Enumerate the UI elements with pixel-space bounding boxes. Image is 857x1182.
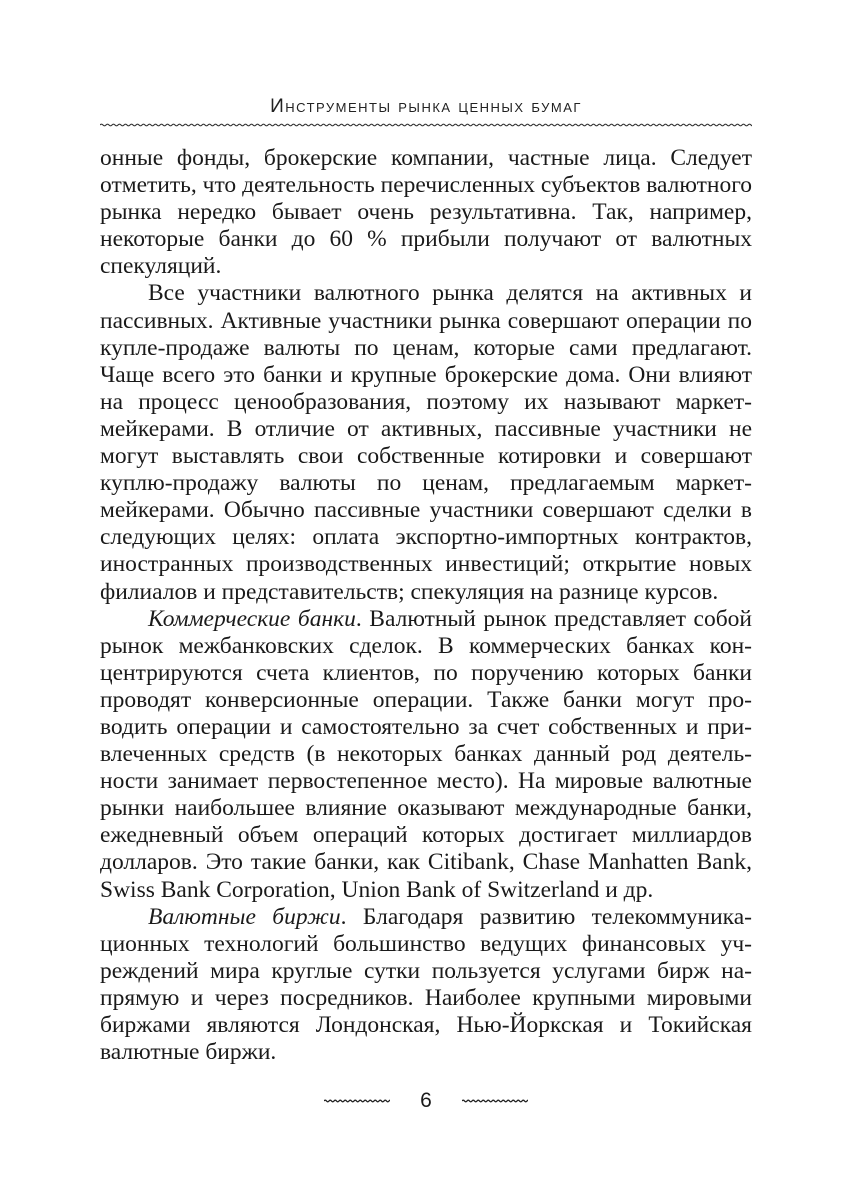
body-text: [100, 145, 752, 1066]
paragraph-1: [100, 145, 752, 280]
page-footer: [100, 1088, 752, 1114]
footer-ornament-left: [324, 1097, 390, 1105]
header-wavy-rule: [100, 121, 752, 129]
paragraph-3-text: . Валютный рынок представляет собой рынок межбанковских сделок. В коммерческих банках концентрируются счета клиентов, по поручению которых банки проводят конверсионные операции. Также банки могут проводить операции и самостоятельно за счет собственных и привлеченных средств (в некоторых банках данный род деятельности занимает первостепенное место). На мировые валютные рынки наибольшее влияние оказывают международные банки, ежедневный объем операций которых достигает миллиардов долларов. Это такие банки, как Citibank, Chase Manhatten Bank, Swiss Bank Corporation, Union Bank of Switzerland и др.: [100, 605, 752, 903]
paragraph-3-lead: Коммерческие банки: [148, 605, 356, 632]
paragraph-4-text: . Благодаря развитию телекоммуникационных технологий большинство ведущих финансовых учреждений мира круглые сутки пользуется услугами бирж напрямую и через посредников. Наиболее крупными мировыми биржами являются Лондонская, Нью-Йоркская и Токийская валютные биржи.: [100, 903, 752, 1066]
paragraph-1-text: онные фонды, брокерские компании, частные лица. Следует отметить, что деятельность перечисленных субъектов валютного рынка нередко бывает очень результативна. Так, например, некоторые банки до 60 % прибыли получают от валютных спекуляций.: [100, 145, 752, 280]
paragraph-4: [100, 904, 752, 1067]
paragraph-2-text: Все участники валютного рынка делятся на активных и пассивных. Активные участники рынка совершают операции по купле-продаже валюты по ценам, которые сами предлагают. Чаще всего это банки и крупные брокерские дома. Они влияют на процесс ценообразования, поэтому их называют маркет-мейкерами. В отличие от активных, пассивные участники не могут выставлять свои собственные котировки и совершают куплю-продажу валюты по ценам, предлагаемым маркет-мейкерами. Обычно пассивные участники совершают сделки в следующих целях: оплата экспортно-импортных контрактов, иностранных производственных инвестиций; открытие новых филиалов и представительств; спекуляция на разнице курсов.: [100, 280, 752, 605]
paragraph-4-lead: Валютные биржи: [148, 903, 341, 930]
running-header: Инструменты рынка ценных бумаг: [270, 96, 582, 117]
footer-ornament-right: [462, 1097, 528, 1105]
page-number: 6: [420, 1089, 432, 1112]
paragraph-3: [100, 606, 752, 904]
paragraph-2: [100, 280, 752, 605]
